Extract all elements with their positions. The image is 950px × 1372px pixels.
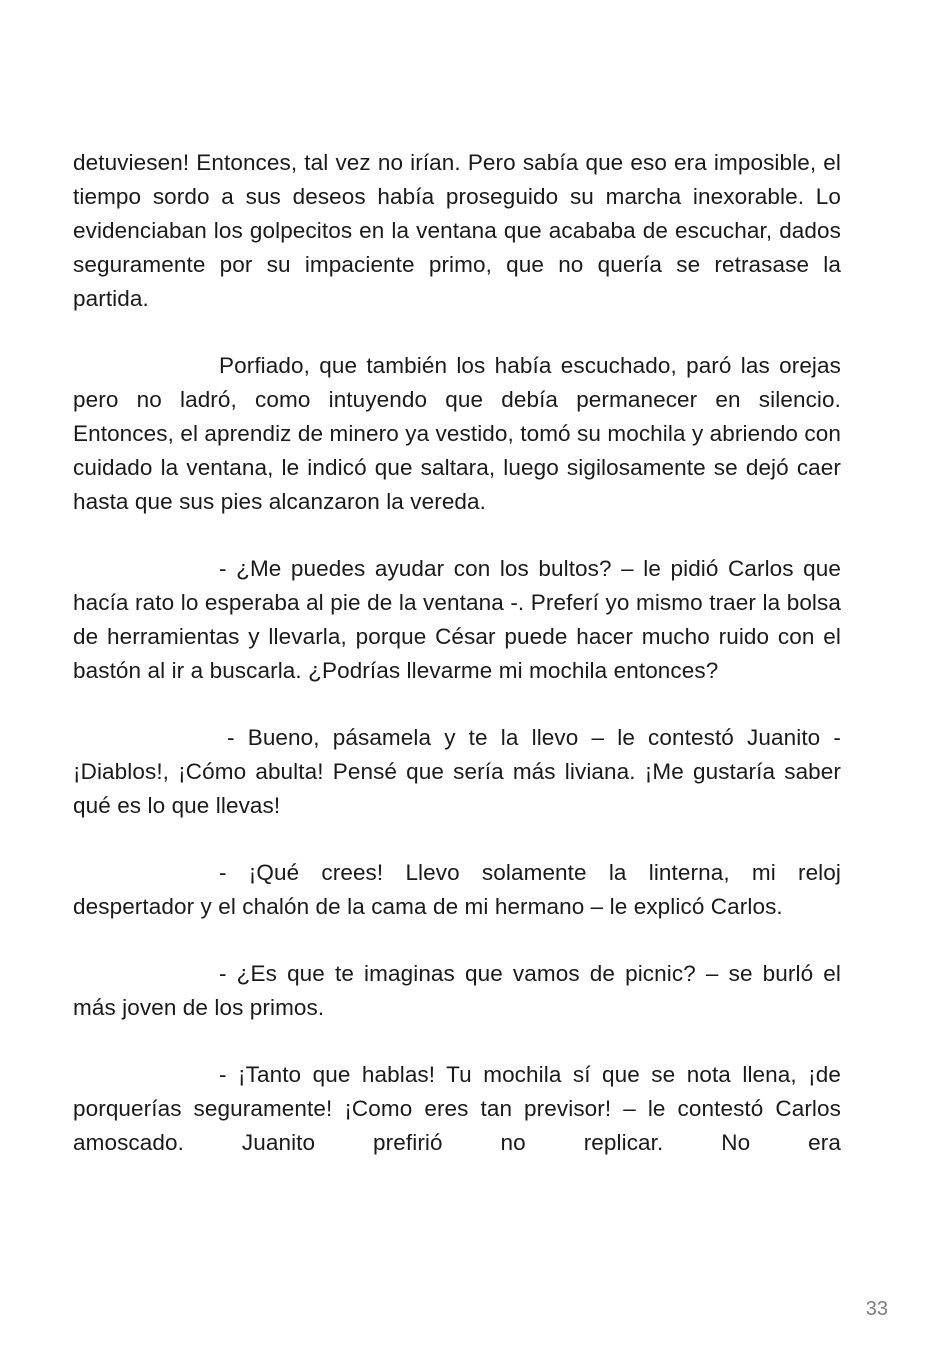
paragraph-6: - ¿Es que te imaginas que vamos de picnic? – se burló el más joven de los primos. — [73, 961, 841, 1020]
paragraph-2: Porfiado, que también los había escuchado, paró las orejas pero no ladró, como intuyendo que debía permanecer en silencio. Entonces, el aprendiz de minero ya vestido, tomó su mochila y abriendo con cuidado la ventana, le indicó que saltara, luego sigilosamente se dejó caer hasta que sus pies alcanzaron la vereda. — [73, 353, 841, 514]
paragraph-7: - ¡Tanto que hablas! Tu mochila sí que se nota llena, ¡de porquerías seguramente! ¡Como eres tan previsor! – le contestó Carlos amoscado. Juanito prefirió no replicar. No era — [73, 1062, 841, 1155]
paragraph-5: - ¡Qué crees! Llevo solamente la linterna, mi reloj despertador y el chalón de la cama de mi hermano – le explicó Carlos. — [73, 860, 841, 919]
paragraph-3: - ¿Me puedes ayudar con los bultos? – le pidió Carlos que hacía rato lo esperaba al pie de la ventana -. Preferí yo mismo traer la bolsa de herramientas y llevarla, porque César puede hacer mucho ruido con el bastón al ir a buscarla. ¿Podrías llevarme mi mochila entonces? — [73, 556, 841, 683]
body-text — [73, 146, 841, 1160]
paragraph-4: - Bueno, pásamela y te la llevo – le contestó Juanito - ¡Diablos!, ¡Cómo abulta! Pensé que sería más liviana. ¡Me gustaría saber qué es lo que llevas! — [73, 725, 841, 818]
paragraph-1: detuviesen! Entonces, tal vez no irían. Pero sabía que eso era imposible, el tiempo sordo a sus deseos había proseguido su marcha inexorable. Lo evidenciaban los golpecitos en la ventana que acababa de escuchar, dados seguramente por su impaciente primo, que no quería se retrasase la partida. — [73, 150, 841, 311]
page-number: 33 — [865, 1298, 888, 1320]
